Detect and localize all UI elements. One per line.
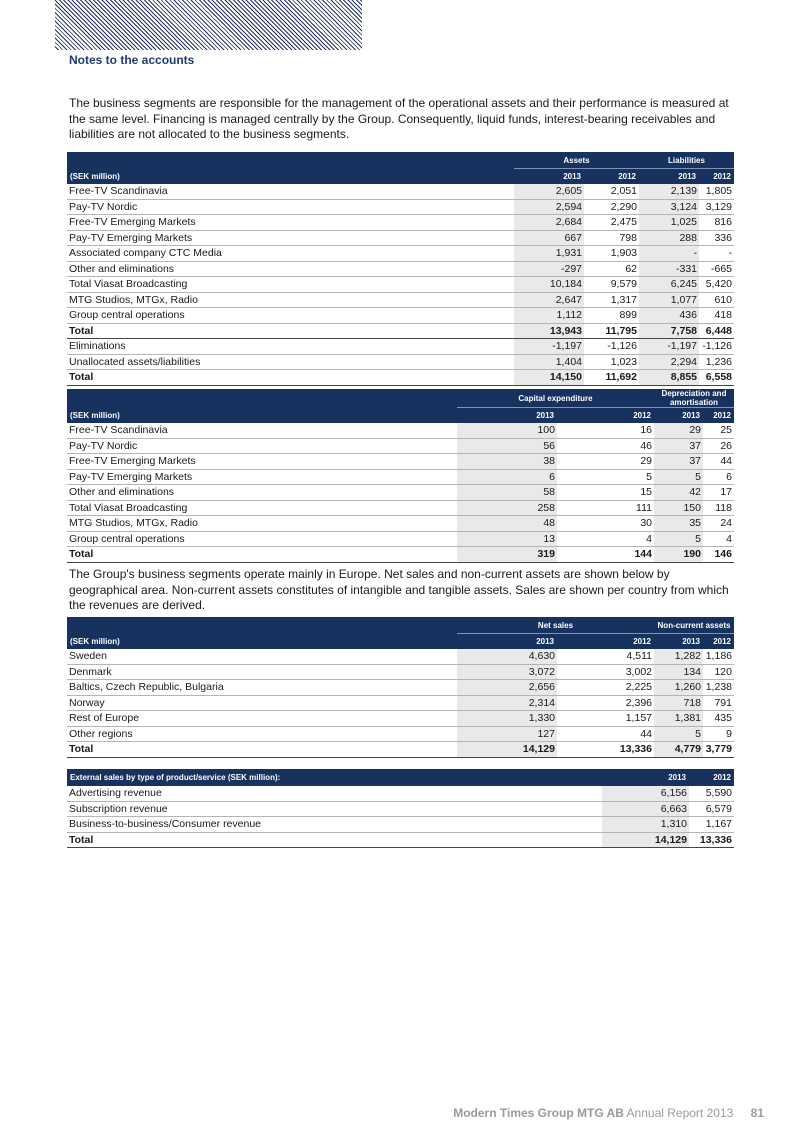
row-label: Free-TV Emerging Markets [67,454,457,470]
value-cell: 2,656 [457,680,557,696]
table-row [67,531,734,547]
row-label: Business-to-business/Consumer revenue [67,817,602,833]
value-cell: 118 [703,500,734,516]
value-cell: 6,245 [639,277,699,293]
value-cell: 56 [457,438,557,454]
value-cell: 899 [584,308,639,324]
unit-label: (SEK million) [67,169,514,185]
value-cell: 1,310 [602,817,689,833]
value-cell: 718 [654,695,703,711]
table-row [67,500,734,516]
value-cell: 144 [557,547,654,563]
value-cell: 3,129 [699,199,734,215]
value-cell: 3,072 [457,664,557,680]
unit-label: (SEK million) [67,634,457,650]
table-row [67,230,734,246]
value-cell: 1,077 [639,292,699,308]
section-title: Notes to the accounts [69,53,195,67]
value-cell: 6,156 [602,786,689,801]
table-row [67,292,734,308]
unit-label: (SEK million) [67,408,457,424]
value-cell: 2,684 [514,215,584,231]
value-cell: 610 [699,292,734,308]
row-label: Pay-TV Nordic [67,199,514,215]
value-cell: 2,051 [584,184,639,199]
value-cell: 6,663 [602,801,689,817]
table-row [67,423,734,438]
table-total-row [67,742,734,758]
value-cell: 2,314 [457,695,557,711]
value-cell: -297 [514,261,584,277]
value-cell: 2,294 [639,354,699,370]
row-label: Advertising revenue [67,786,602,801]
value-cell: 15 [557,485,654,501]
table-row [67,726,734,742]
value-cell: 13 [457,531,557,547]
row-label: Sweden [67,649,457,664]
table-row [67,354,734,370]
value-cell: 11,795 [584,323,639,339]
value-cell: 25 [703,423,734,438]
value-cell: 1,317 [584,292,639,308]
segment-capex-depreciation-table [67,389,734,563]
table-total-row [67,370,734,386]
table-row [67,680,734,696]
value-cell: 30 [557,516,654,532]
value-cell: 1,931 [514,246,584,262]
row-label: Total [67,742,457,758]
table-row [67,454,734,470]
value-cell: 2,225 [557,680,654,696]
value-cell: 6,558 [699,370,734,386]
row-label: Eliminations [67,339,514,355]
row-label: Total Viasat Broadcasting [67,500,457,516]
year-header: 2012 [699,169,734,185]
value-cell: 798 [584,230,639,246]
row-label: Associated company CTC Media [67,246,514,262]
value-cell: 11,692 [584,370,639,386]
value-cell: 1,903 [584,246,639,262]
value-cell: 62 [584,261,639,277]
table-row [67,469,734,485]
value-cell: 4 [557,531,654,547]
header-spacer [67,152,514,169]
value-cell: 17 [703,485,734,501]
value-cell: 1,112 [514,308,584,324]
year-header: 2013 [457,408,557,424]
value-cell: 9,579 [584,277,639,293]
value-cell: 3,124 [639,199,699,215]
year-header: 2013 [639,169,699,185]
value-cell: 16 [557,423,654,438]
value-cell: 44 [703,454,734,470]
value-cell: 190 [654,547,703,563]
year-header: 2012 [689,769,734,786]
year-header: 2012 [584,169,639,185]
value-cell: 2,605 [514,184,584,199]
value-cell: 13,336 [689,832,734,848]
row-label: MTG Studios, MTGx, Radio [67,292,514,308]
table-row [67,438,734,454]
group-header-net-sales: Net sales [457,617,654,634]
value-cell: 35 [654,516,703,532]
table-row [67,786,734,801]
value-cell: 1,404 [514,354,584,370]
row-label: Baltics, Czech Republic, Bulgaria [67,680,457,696]
value-cell: 46 [557,438,654,454]
value-cell: 26 [703,438,734,454]
table-total-row [67,547,734,563]
row-label: Pay-TV Emerging Markets [67,230,514,246]
table-row [67,485,734,501]
row-label: Free-TV Emerging Markets [67,215,514,231]
value-cell: 5 [654,531,703,547]
value-cell: 1,157 [557,711,654,727]
value-cell: 5,420 [699,277,734,293]
value-cell: 8,855 [639,370,699,386]
table-total-row [67,323,734,339]
external-sales-by-type-table [67,769,734,848]
value-cell: 13,336 [557,742,654,758]
value-cell: 791 [703,695,734,711]
value-cell: 100 [457,423,557,438]
value-cell: 258 [457,500,557,516]
header-spacer [67,617,457,634]
segment-assets-liabilities-table [67,152,734,386]
year-header: 2013 [514,169,584,185]
row-label: Total [67,323,514,339]
value-cell: 48 [457,516,557,532]
value-cell: 44 [557,726,654,742]
value-cell: 336 [699,230,734,246]
value-cell: 120 [703,664,734,680]
value-cell: 29 [654,423,703,438]
year-header: 2013 [654,634,703,650]
value-cell: 24 [703,516,734,532]
value-cell: 319 [457,547,557,563]
value-cell: 58 [457,485,557,501]
value-cell: 5 [654,469,703,485]
value-cell: 37 [654,454,703,470]
value-cell: -1,126 [584,339,639,355]
footer-company: Modern Times Group MTG AB [453,1106,624,1120]
row-label: Subscription revenue [67,801,602,817]
value-cell: 1,282 [654,649,703,664]
value-cell: 4,779 [654,742,703,758]
row-label: Unallocated assets/liabilities [67,354,514,370]
value-cell: 1,260 [654,680,703,696]
value-cell: 6 [703,469,734,485]
value-cell: -665 [699,261,734,277]
value-cell: 5 [654,726,703,742]
value-cell: 667 [514,230,584,246]
value-cell: 6 [457,469,557,485]
value-cell: 1,023 [584,354,639,370]
row-label: Total Viasat Broadcasting [67,277,514,293]
header-spacer [67,389,457,408]
row-label: Total [67,547,457,563]
value-cell: 111 [557,500,654,516]
value-cell: 418 [699,308,734,324]
value-cell: 2,475 [584,215,639,231]
value-cell: 1,167 [689,817,734,833]
geography-paragraph: The Group's business segments operate mainly in Europe. Net sales and non-current assets are shown below by geographical area. Non-current assets constitutes of intangible and tangible assets. Sales are shown per country from which the revenues are derived. [69,567,729,612]
value-cell: 1,805 [699,184,734,199]
value-cell: 150 [654,500,703,516]
group-header-assets: Assets [514,152,639,169]
table-row [67,801,734,817]
value-cell: 6,579 [689,801,734,817]
row-label: Rest of Europe [67,711,457,727]
row-label: Other and eliminations [67,485,457,501]
value-cell: 1,381 [654,711,703,727]
value-cell: 4 [703,531,734,547]
value-cell: 6,448 [699,323,734,339]
value-cell: -1,197 [639,339,699,355]
value-cell: 2,647 [514,292,584,308]
page-number: 81 [750,1106,764,1120]
row-label: Denmark [67,664,457,680]
value-cell: 127 [457,726,557,742]
value-cell: 816 [699,215,734,231]
value-cell: 14,129 [602,832,689,848]
value-cell: 134 [654,664,703,680]
row-label: Other and eliminations [67,261,514,277]
value-cell: 42 [654,485,703,501]
value-cell: 1,025 [639,215,699,231]
page-footer [453,1106,764,1120]
value-cell: 436 [639,308,699,324]
value-cell: 9 [703,726,734,742]
intro-paragraph: The business segments are responsible for the management of the operational assets and their performance is measured at the same level. Financing is managed centrally by the Group. Consequently, liquid funds, interest-bearing receivables and liabilities are not allocated to the business segments. [69,96,729,141]
value-cell: 2,396 [557,695,654,711]
row-label: Free-TV Scandinavia [67,423,457,438]
value-cell: - [639,246,699,262]
value-cell: - [699,246,734,262]
year-header: 2012 [703,634,734,650]
table-row [67,711,734,727]
table-row [67,277,734,293]
value-cell: 1,186 [703,649,734,664]
value-cell: 1,236 [699,354,734,370]
table-row [67,199,734,215]
value-cell: 13,943 [514,323,584,339]
row-label: Other regions [67,726,457,742]
value-cell: 29 [557,454,654,470]
row-label: Group central operations [67,308,514,324]
row-label: MTG Studios, MTGx, Radio [67,516,457,532]
unit-label: External sales by type of product/service (SEK million): [67,769,602,786]
footer-report: Annual Report 2013 [626,1106,734,1120]
table-total-row [67,832,734,848]
value-cell: 146 [703,547,734,563]
value-cell: 5 [557,469,654,485]
geographic-sales-assets-table [67,617,734,758]
group-header-liabilities: Liabilities [639,152,734,169]
row-label: Pay-TV Nordic [67,438,457,454]
group-header-depreciation: Depreciation and amortisation [654,389,734,408]
value-cell: 10,184 [514,277,584,293]
year-header: 2012 [703,408,734,424]
value-cell: 2,139 [639,184,699,199]
value-cell: 14,150 [514,370,584,386]
value-cell: 2,290 [584,199,639,215]
table-row [67,339,734,355]
row-label: Total [67,370,514,386]
year-header: 2013 [457,634,557,650]
table-row [67,817,734,833]
table-row [67,261,734,277]
value-cell: 4,630 [457,649,557,664]
value-cell: 5,590 [689,786,734,801]
value-cell: 2,594 [514,199,584,215]
value-cell: 435 [703,711,734,727]
value-cell: 7,758 [639,323,699,339]
group-header-non-current-assets: Non-current assets [654,617,734,634]
value-cell: -1,197 [514,339,584,355]
year-header: 2013 [654,408,703,424]
header-hatch-decoration [55,0,362,50]
row-label: Group central operations [67,531,457,547]
year-header: 2012 [557,634,654,650]
group-header-capex: Capital expenditure [457,389,654,408]
value-cell: 38 [457,454,557,470]
row-label: Pay-TV Emerging Markets [67,469,457,485]
value-cell: 3,002 [557,664,654,680]
value-cell: -1,126 [699,339,734,355]
table-row [67,246,734,262]
year-header: 2012 [557,408,654,424]
value-cell: 3,779 [703,742,734,758]
table-row [67,184,734,199]
table-row [67,649,734,664]
table-row [67,695,734,711]
value-cell: 4,511 [557,649,654,664]
row-label: Total [67,832,602,848]
table-row [67,308,734,324]
value-cell: 288 [639,230,699,246]
value-cell: 1,330 [457,711,557,727]
value-cell: 14,129 [457,742,557,758]
table-row [67,516,734,532]
value-cell: -331 [639,261,699,277]
year-header: 2013 [602,769,689,786]
value-cell: 1,238 [703,680,734,696]
table-row [67,215,734,231]
row-label: Norway [67,695,457,711]
table-row [67,664,734,680]
row-label: Free-TV Scandinavia [67,184,514,199]
value-cell: 37 [654,438,703,454]
